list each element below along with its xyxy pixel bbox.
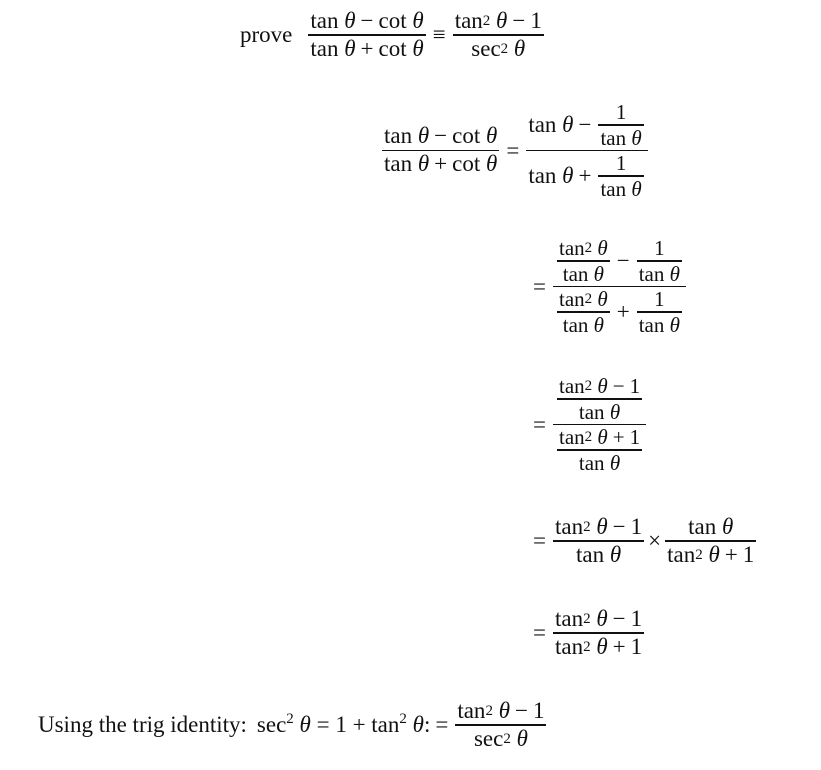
step2-fraction: tan 2 θ tan θ − 1 tan θ tan 2 θ tan θ + 1 tan θ: [553, 236, 686, 337]
final-step: [38, 698, 548, 752]
equals-sign: =: [533, 273, 546, 299]
identity-symbol: ≡: [432, 22, 446, 48]
lhs-fraction: [308, 8, 425, 62]
equals-sign: =: [533, 528, 546, 554]
rhs-numerator: tan 2 θ − 1: [454, 8, 542, 33]
equals-sign: =: [533, 620, 546, 646]
prove-statement: [240, 8, 546, 62]
equals-sign: =: [533, 411, 546, 437]
rhs-fraction: [453, 8, 544, 62]
final-text: Using the trig identity:: [38, 712, 247, 738]
step-4: [528, 514, 758, 568]
identity-expression: $\sec^2 \theta = 1 + \tan^2 \theta$:: [256, 711, 431, 738]
times-sign: ×: [648, 528, 662, 554]
step4-left-fraction: tan 2 θ − 1 tan θ: [554, 514, 643, 567]
lhs-denominator: tan θ + cot θ: [310, 35, 424, 61]
step-3: [528, 374, 648, 475]
step3-fraction: tan 2 θ − 1 tan θ tan 2 θ + 1 tan θ: [553, 374, 646, 475]
step4-right-fraction: tan θ tan 2 θ + 1: [667, 514, 755, 567]
step1-lhs: tan θ − cot θ tan θ + cot θ: [384, 123, 498, 177]
step-2: [528, 236, 688, 337]
prove-label: prove: [240, 22, 293, 48]
equals-sign: =: [506, 137, 520, 163]
equals-sign: =: [435, 712, 449, 738]
step5-fraction: tan 2 θ − 1 tan 2 θ + 1: [554, 606, 643, 659]
step-5: [528, 606, 646, 660]
step-1: [380, 100, 650, 201]
final-fraction: tan 2 θ − 1 sec 2 θ: [457, 698, 545, 751]
lhs-numerator: tan θ − cot θ: [310, 8, 424, 33]
rhs-denominator: sec 2 θ: [471, 35, 526, 61]
step1-rhs: tan θ − 1 tan θ tan θ + 1 tan θ: [526, 100, 647, 201]
